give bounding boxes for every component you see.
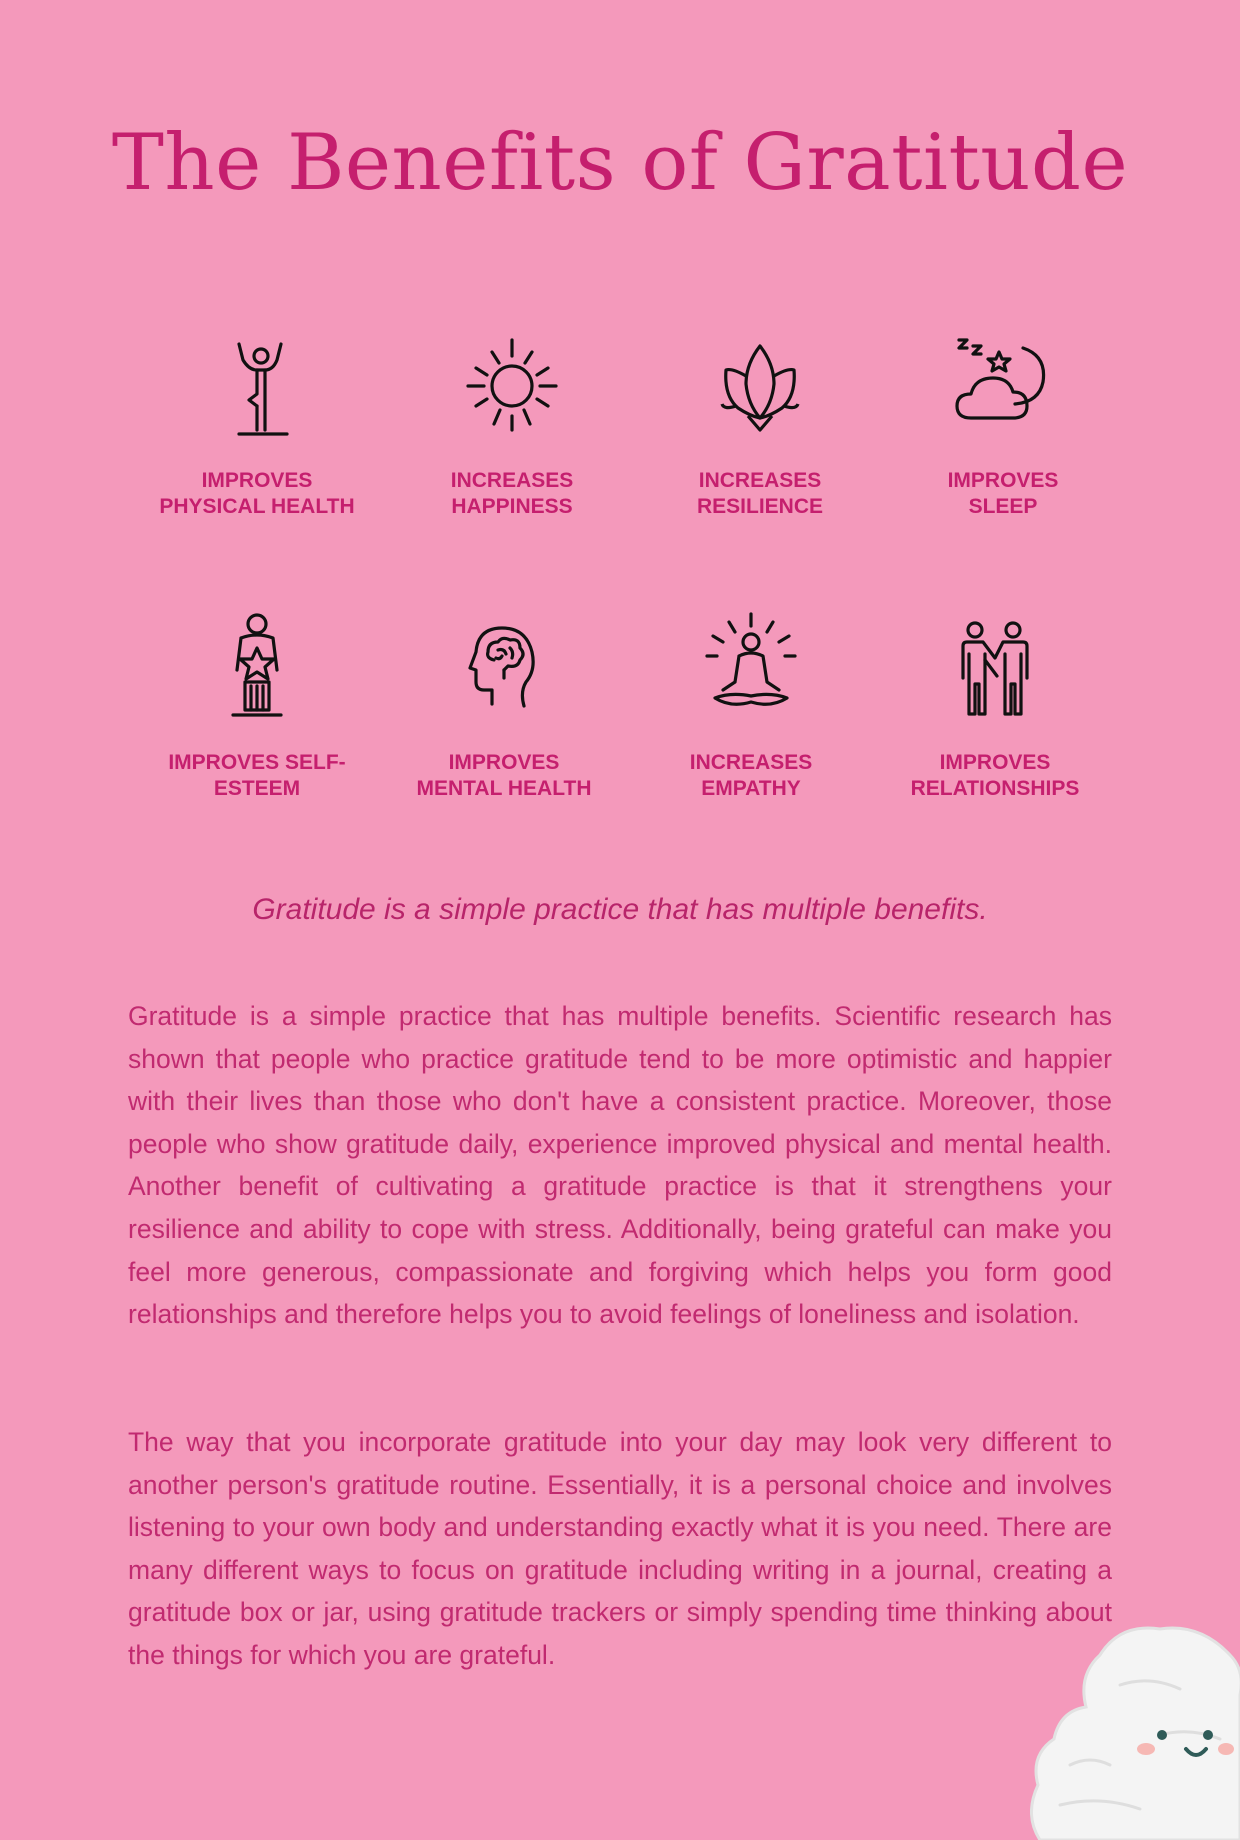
page-title: The Benefits of Gratitude bbox=[111, 118, 1129, 208]
two-people-icon bbox=[945, 620, 1045, 720]
meditating-person-icon bbox=[701, 612, 801, 720]
benefit-relationships bbox=[885, 620, 1105, 802]
tree-pose-person-icon bbox=[207, 338, 307, 438]
sun-icon bbox=[462, 338, 562, 438]
benefit-label-line2: RELATIONSHIPS bbox=[910, 777, 1080, 800]
benefit-happiness bbox=[402, 338, 622, 520]
tagline: Gratitude is a simple practice that has multiple benefits. bbox=[252, 893, 988, 926]
benefit-label-line1: IMPROVES bbox=[201, 469, 313, 492]
benefit-label-line1: INCREASES bbox=[450, 469, 574, 492]
benefit-label-line2: ESTEEM bbox=[213, 777, 301, 800]
benefit-label-line1: IMPROVES bbox=[448, 751, 560, 774]
benefit-sleep bbox=[893, 338, 1113, 520]
benefit-label-line1: INCREASES bbox=[698, 469, 822, 492]
benefit-resilience bbox=[650, 338, 870, 520]
benefit-self-esteem bbox=[147, 612, 367, 802]
benefit-mental-health bbox=[394, 620, 614, 802]
benefit-label-line1: INCREASES bbox=[689, 751, 813, 774]
benefit-label-line2: MENTAL HEALTH bbox=[416, 777, 592, 800]
head-brain-icon bbox=[454, 620, 554, 720]
person-holding-star-icon bbox=[207, 612, 307, 720]
lotus-icon bbox=[710, 338, 810, 438]
body-paragraph-2: The way that you incorporate gratitude into your day may look very different to another person's gratitude routine. Essentially, it is a personal choice and involves listening to your own body and understanding exactly what it is you need. There are many different ways to focus on gratitude including writing in a journal, creating a gratitude box or jar, using gratitude trackers or simply spending time thinking about the things for which you are grateful. bbox=[128, 1427, 1112, 1670]
benefit-label-line2: EMPATHY bbox=[701, 777, 801, 800]
benefit-label-line2: SLEEP bbox=[968, 495, 1038, 518]
benefit-empathy bbox=[641, 612, 861, 802]
benefit-label-line2: HAPPINESS bbox=[451, 495, 573, 518]
benefit-physical-health bbox=[147, 338, 367, 520]
benefit-label-line2: RESILIENCE bbox=[696, 495, 824, 518]
body-paragraph-1: Gratitude is a simple practice that has multiple benefits. Scientific research has shown that people who practice gratitude tend to be more optimistic and happier with their lives than those who don't have a consistent practice. Moreover, those people who show gratitude daily, experience improved physical and mental health. Another benefit of cultivating a gratitude practice is that it strengthens your resilience and ability to cope with stress. Additionally, being grateful can make you feel more generous, compassionate and forgiving which helps you form good relationships and therefore helps you to avoid feelings of loneliness and isolation. bbox=[128, 1001, 1112, 1330]
benefit-label-line2: PHYSICAL HEALTH bbox=[159, 495, 355, 518]
cloud-moon-sleep-icon bbox=[953, 338, 1053, 438]
benefit-label-line1: IMPROVES bbox=[939, 751, 1051, 774]
benefit-label-line1: IMPROVES SELF- bbox=[168, 751, 346, 774]
smiling-cloud-icon bbox=[1030, 1615, 1240, 1840]
benefit-label-line1: IMPROVES bbox=[947, 469, 1059, 492]
